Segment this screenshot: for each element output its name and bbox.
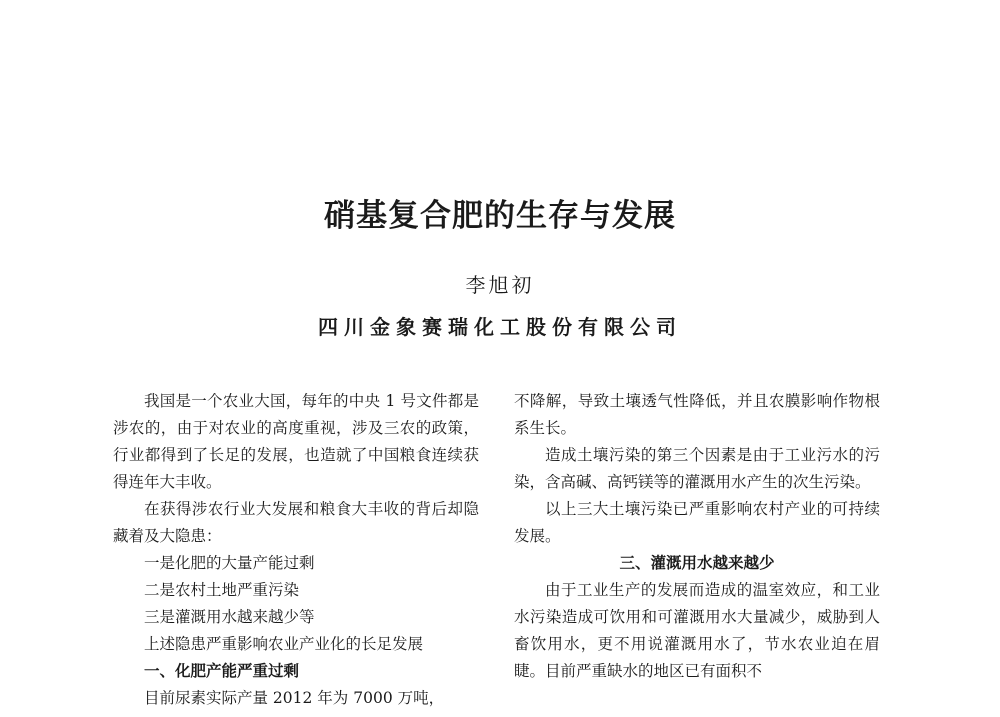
- author-affiliation: 四川金象赛瑞化工股份有限公司: [318, 315, 682, 339]
- third-pollution-factor-paragraph: 造成土壤污染的第三个因素是由于工业污水的污染，含高碱、高钙镁等的灌溉用水产生的次生污染。: [514, 446, 880, 491]
- summary-line: 上述隐患严重影响农业产业化的长足发展: [144, 635, 424, 653]
- page-title: 硝基复合肥的生存与发展: [324, 198, 676, 234]
- film-paragraph-continued: 不降解，导致土壤透气性降低，并且农膜影响作物根系生长。: [514, 392, 880, 437]
- danger-item-1: 一是化肥的大量产能过剩: [144, 554, 315, 572]
- section-heading-1: 一、化肥产能严重过剩: [144, 662, 300, 680]
- intro-paragraph: 我国是一个农业大国，每年的中央 1 号文件都是涉农的，由于对农业的高度重视，涉及三农的政策，行业都得到了长足的发展，也造就了中国粮食连续获得连年大丰收。: [113, 392, 479, 491]
- danger-item-2: 二是农村土地严重污染: [144, 581, 300, 599]
- left-column: [113, 388, 479, 712]
- danger-item-3: 三是灌溉用水越来越少等: [144, 608, 315, 626]
- author-name: 李旭初: [465, 273, 535, 297]
- pollution-summary-paragraph: 以上三大土壤污染已严重影响农村产业的可持续发展。: [514, 500, 880, 545]
- water-shortage-paragraph: 由于工业生产的发展而造成的温室效应，和工业水污染造成可饮用和可灌溉用水大量减少，威胁到人畜饮用水，更不用说灌溉用水了，节水农业迫在眉睫。目前严重缺水的地区已有面积不: [514, 581, 880, 680]
- right-column: [514, 388, 880, 685]
- section-heading-3: 三、灌溉用水越来越少: [619, 554, 775, 572]
- hidden-dangers-paragraph: 在获得涉农行业大发展和粮食大丰收的背后却隐藏着及大隐患：: [113, 500, 479, 545]
- urea-production-paragraph: 目前尿素实际产量 2012 年为 7000 万吨，: [144, 689, 445, 707]
